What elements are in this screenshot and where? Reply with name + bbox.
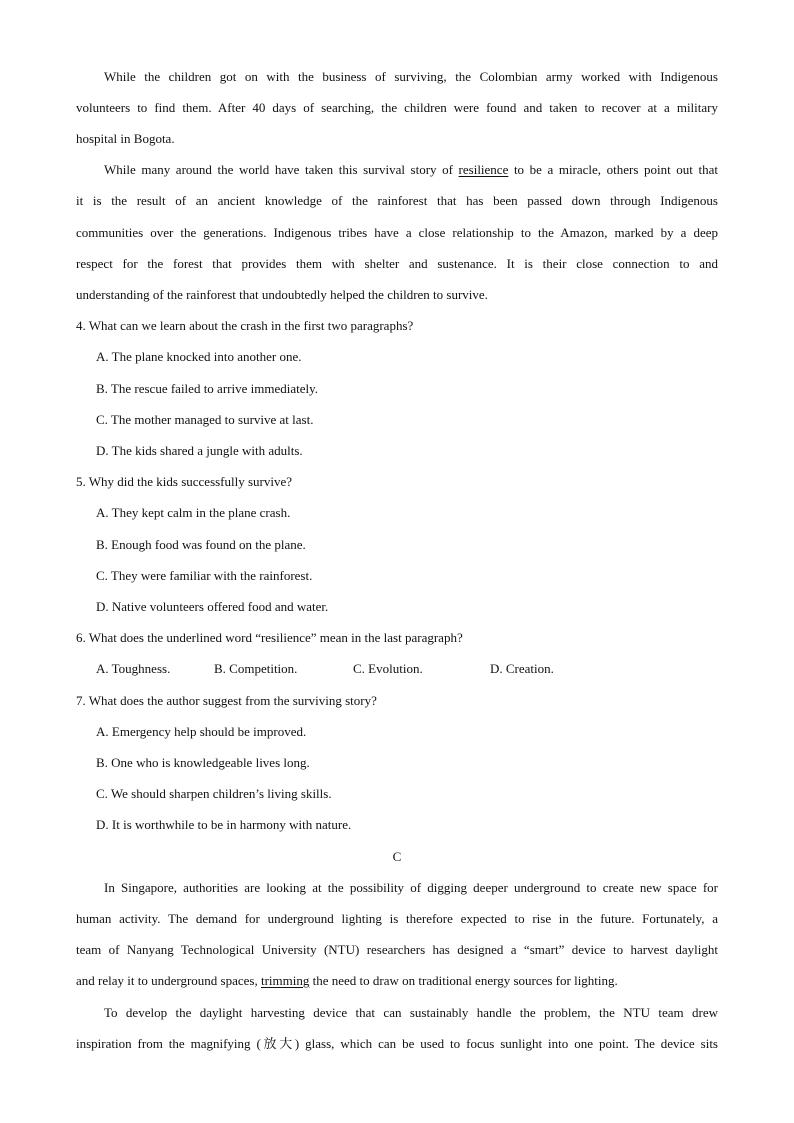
question-7-option-a: A. Emergency help should be improved. [96, 724, 307, 739]
question-6-option-d: D. Creation. [490, 661, 554, 676]
para4-line2: inspiration from the magnifying (放大) glass, which can be used to focus sunlight into one point. The device sits [76, 1036, 718, 1051]
para1-line3: hospital in Bogota. [76, 131, 175, 146]
question-5-option-a: A. They kept calm in the plane crash. [96, 505, 291, 520]
question-7-option-c: C. We should sharpen children’s living skills. [96, 786, 332, 801]
question-5-option-d: D. Native volunteers offered food and water. [96, 599, 329, 614]
question-6-option-c: C. Evolution. [353, 661, 423, 676]
para4-line1: To develop the daylight harvesting device that can sustainably handle the problem, the NTU team drew [104, 1005, 718, 1020]
question-6-option-a: A. Toughness. [96, 661, 171, 676]
section-c-heading: C [392, 849, 402, 864]
para2-line1-post: to be a miracle, others point out that [508, 162, 718, 177]
question-6-option-b: B. Competition. [214, 661, 298, 676]
underlined-word-trimming: trimming [260, 973, 310, 988]
question-5-stem: 5. Why did the kids successfully survive? [76, 474, 293, 489]
para3-line3: team of Nanyang Technological University (NTU) researchers has designed a “smart” device to harvest daylight [76, 942, 718, 957]
question-7-option-b: B. One who is knowledgeable lives long. [96, 755, 310, 770]
question-4-option-c: C. The mother managed to survive at last. [96, 412, 314, 427]
question-4-option-b: B. The rescue failed to arrive immediately. [96, 381, 318, 396]
para3-line4 [76, 973, 618, 989]
question-4-option-a: A. The plane knocked into another one. [96, 349, 302, 364]
question-4-option-d: D. The kids shared a jungle with adults. [96, 443, 303, 458]
question-6-stem: 6. What does the underlined word “resilience” mean in the last paragraph? [76, 630, 463, 645]
underlined-word-resilience: resilience [458, 162, 509, 177]
para2-line5: understanding of the rainforest that undoubtedly helped the children to survive. [76, 287, 488, 302]
question-7-stem: 7. What does the author suggest from the surviving story? [76, 693, 377, 708]
question-5-option-c: C. They were familiar with the rainforest. [96, 568, 313, 583]
para3-line1: In Singapore, authorities are looking at the possibility of digging deeper underground to create new space for [104, 880, 718, 895]
para2-line1-pre: While many around the world have taken this survival story of [104, 162, 459, 177]
para3-line2: human activity. The demand for underground lighting is therefore expected to rise in the future. Fortunately, a [76, 911, 718, 926]
para2-line3: communities over the generations. Indigenous tribes have a close relationship to the Amazon, marked by a deep [76, 225, 718, 240]
para2-line2: it is the result of an ancient knowledge of the rainforest that has been passed down through Indigenous [76, 193, 718, 208]
para3-line4-pre: and relay it to underground spaces, [76, 973, 261, 988]
para2-line4: respect for the forest that provides them with shelter and sustenance. It is their close connection to and [76, 256, 718, 271]
question-5-option-b: B. Enough food was found on the plane. [96, 537, 306, 552]
para2-line1 [104, 162, 718, 178]
question-7-option-d: D. It is worthwhile to be in harmony with nature. [96, 817, 352, 832]
para3-line4-post: the need to draw on traditional energy sources for lighting. [309, 973, 618, 988]
para1-line2: volunteers to find them. After 40 days of searching, the children were found and taken to recover at a military [76, 100, 718, 115]
question-4-stem: 4. What can we learn about the crash in the first two paragraphs? [76, 318, 414, 333]
para1-line1: While the children got on with the business of surviving, the Colombian army worked with Indigenous [104, 69, 718, 84]
